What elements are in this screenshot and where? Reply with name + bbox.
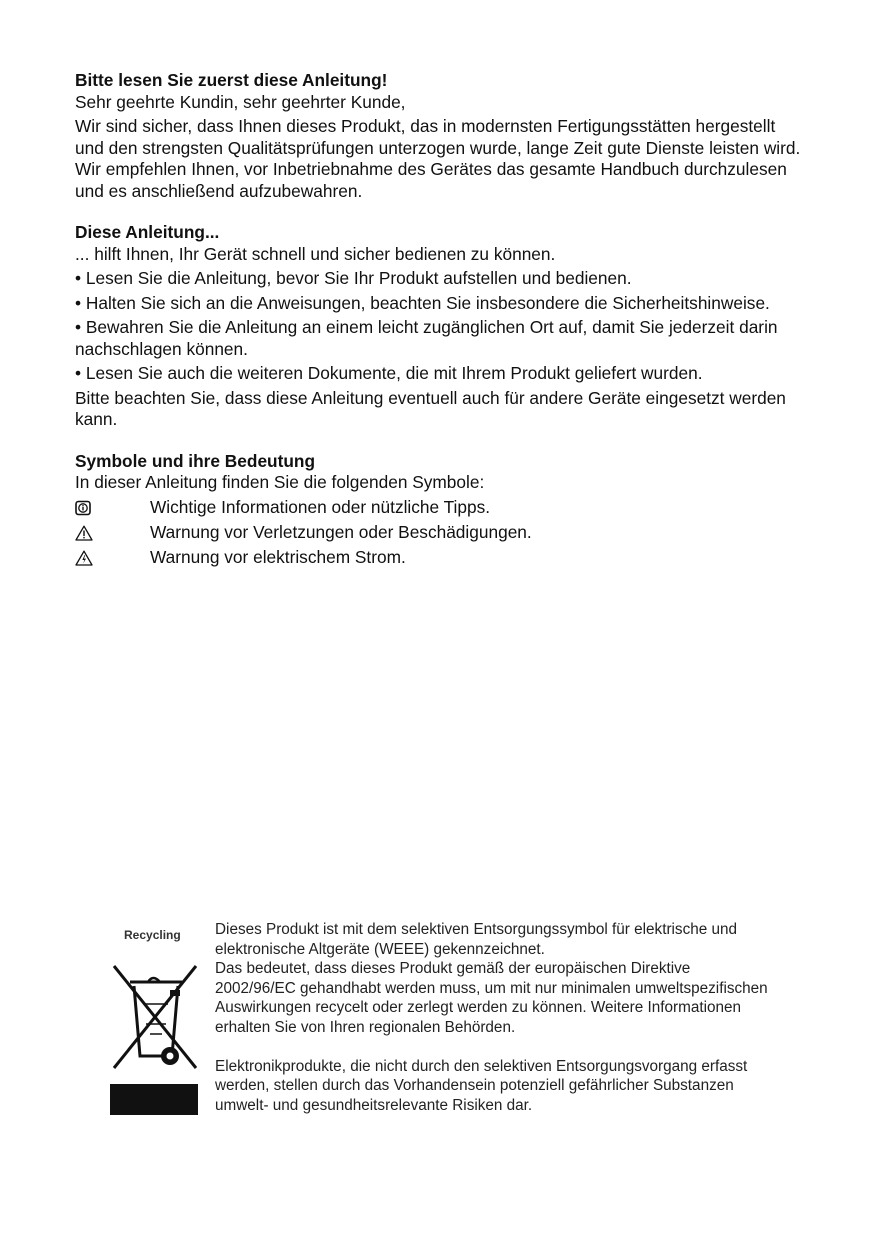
guide-bullet: • Bewahren Sie die Anleitung an einem leicht zugänglichen Ort auf, damit Sie jederzeit darin nachschlagen können. [75, 317, 778, 359]
recycling-label: Recycling [124, 928, 181, 942]
electric-warning-icon [75, 550, 150, 566]
symbols-intro: In dieser Anleitung finden Sie die folgenden Symbole: [75, 472, 485, 492]
info-icon [75, 500, 150, 516]
crossed-out-bin-icon [110, 960, 200, 1076]
intro-heading: Bitte lesen Sie zuerst diese Anleitung! [75, 70, 388, 90]
recycling-paragraph: Elektronikprodukte, die nicht durch den selektiven Entsorgungsvorgang erfasst werden, stellen durch das Vorhandensein potenziell gefährlicher Substanzen umwelt- und gesundheitsrelevante Risiken dar. [215, 1057, 748, 1114]
recycling-section [108, 920, 768, 1120]
symbol-description: Wichtige Informationen oder nützliche Tipps. [150, 496, 491, 517]
symbol-row [75, 497, 805, 519]
weee-black-bar [110, 1084, 198, 1115]
symbol-description: Warnung vor elektrischem Strom. [150, 546, 406, 567]
guide-lead: ... hilft Ihnen, Ihr Gerät schnell und sicher bedienen zu können. [75, 243, 556, 264]
guide-heading: Diese Anleitung... [75, 222, 220, 242]
recycling-paragraph: Dieses Produkt ist mit dem selektiven Entsorgungssymbol für elektrische und elektronische Altgeräte (WEEE) gekennzeichnet. [215, 921, 738, 958]
guide-bullet: • Lesen Sie auch die weiteren Dokumente, die mit Ihrem Produkt geliefert wurden. [75, 363, 703, 383]
warning-icon [75, 525, 150, 541]
symbol-row [75, 522, 805, 544]
intro-paragraph: Wir sind sicher, dass Ihnen dieses Produkt, das in modernsten Fertigungsstätten hergestellt und den strengsten Qualitätsprüfungen unterzogen wurde, lange Zeit gute Dienste leisten wird. [75, 116, 801, 158]
intro-greeting: Sehr geehrte Kundin, sehr geehrter Kunde, [75, 91, 406, 112]
manual-page [75, 70, 805, 569]
guide-note: Bitte beachten Sie, dass diese Anleitung eventuell auch für andere Geräte eingesetzt werden kann. [75, 387, 786, 429]
intro-paragraph: Wir empfehlen Ihnen, vor Inbetriebnahme des Gerätes das gesamte Handbuch durchzulesen und es anschließend aufzubewahren. [75, 159, 787, 201]
symbols-heading: Symbole und ihre Bedeutung [75, 450, 316, 471]
guide-bullet: • Lesen Sie die Anleitung, bevor Sie Ihr Produkt aufstellen und bedienen. [75, 268, 632, 288]
recycling-paragraph: Das bedeutet, dass dieses Produkt gemäß der europäischen Direktive 2002/96/EC gehandhabt werden muss, um mit nur minimalen umweltspezifischen Auswirkungen recycelt oder zerlegt werden zu können. Weitere Informationen erhalten Sie von Ihren regionalen Behörden. [215, 960, 768, 1036]
guide-bullet: • Halten Sie sich an die Anweisungen, beachten Sie insbesondere die Sicherheitshinweise. [75, 292, 770, 313]
symbol-row [75, 547, 805, 569]
recycling-text [215, 920, 768, 1115]
symbol-description: Warnung vor Verletzungen oder Beschädigungen. [150, 521, 532, 542]
